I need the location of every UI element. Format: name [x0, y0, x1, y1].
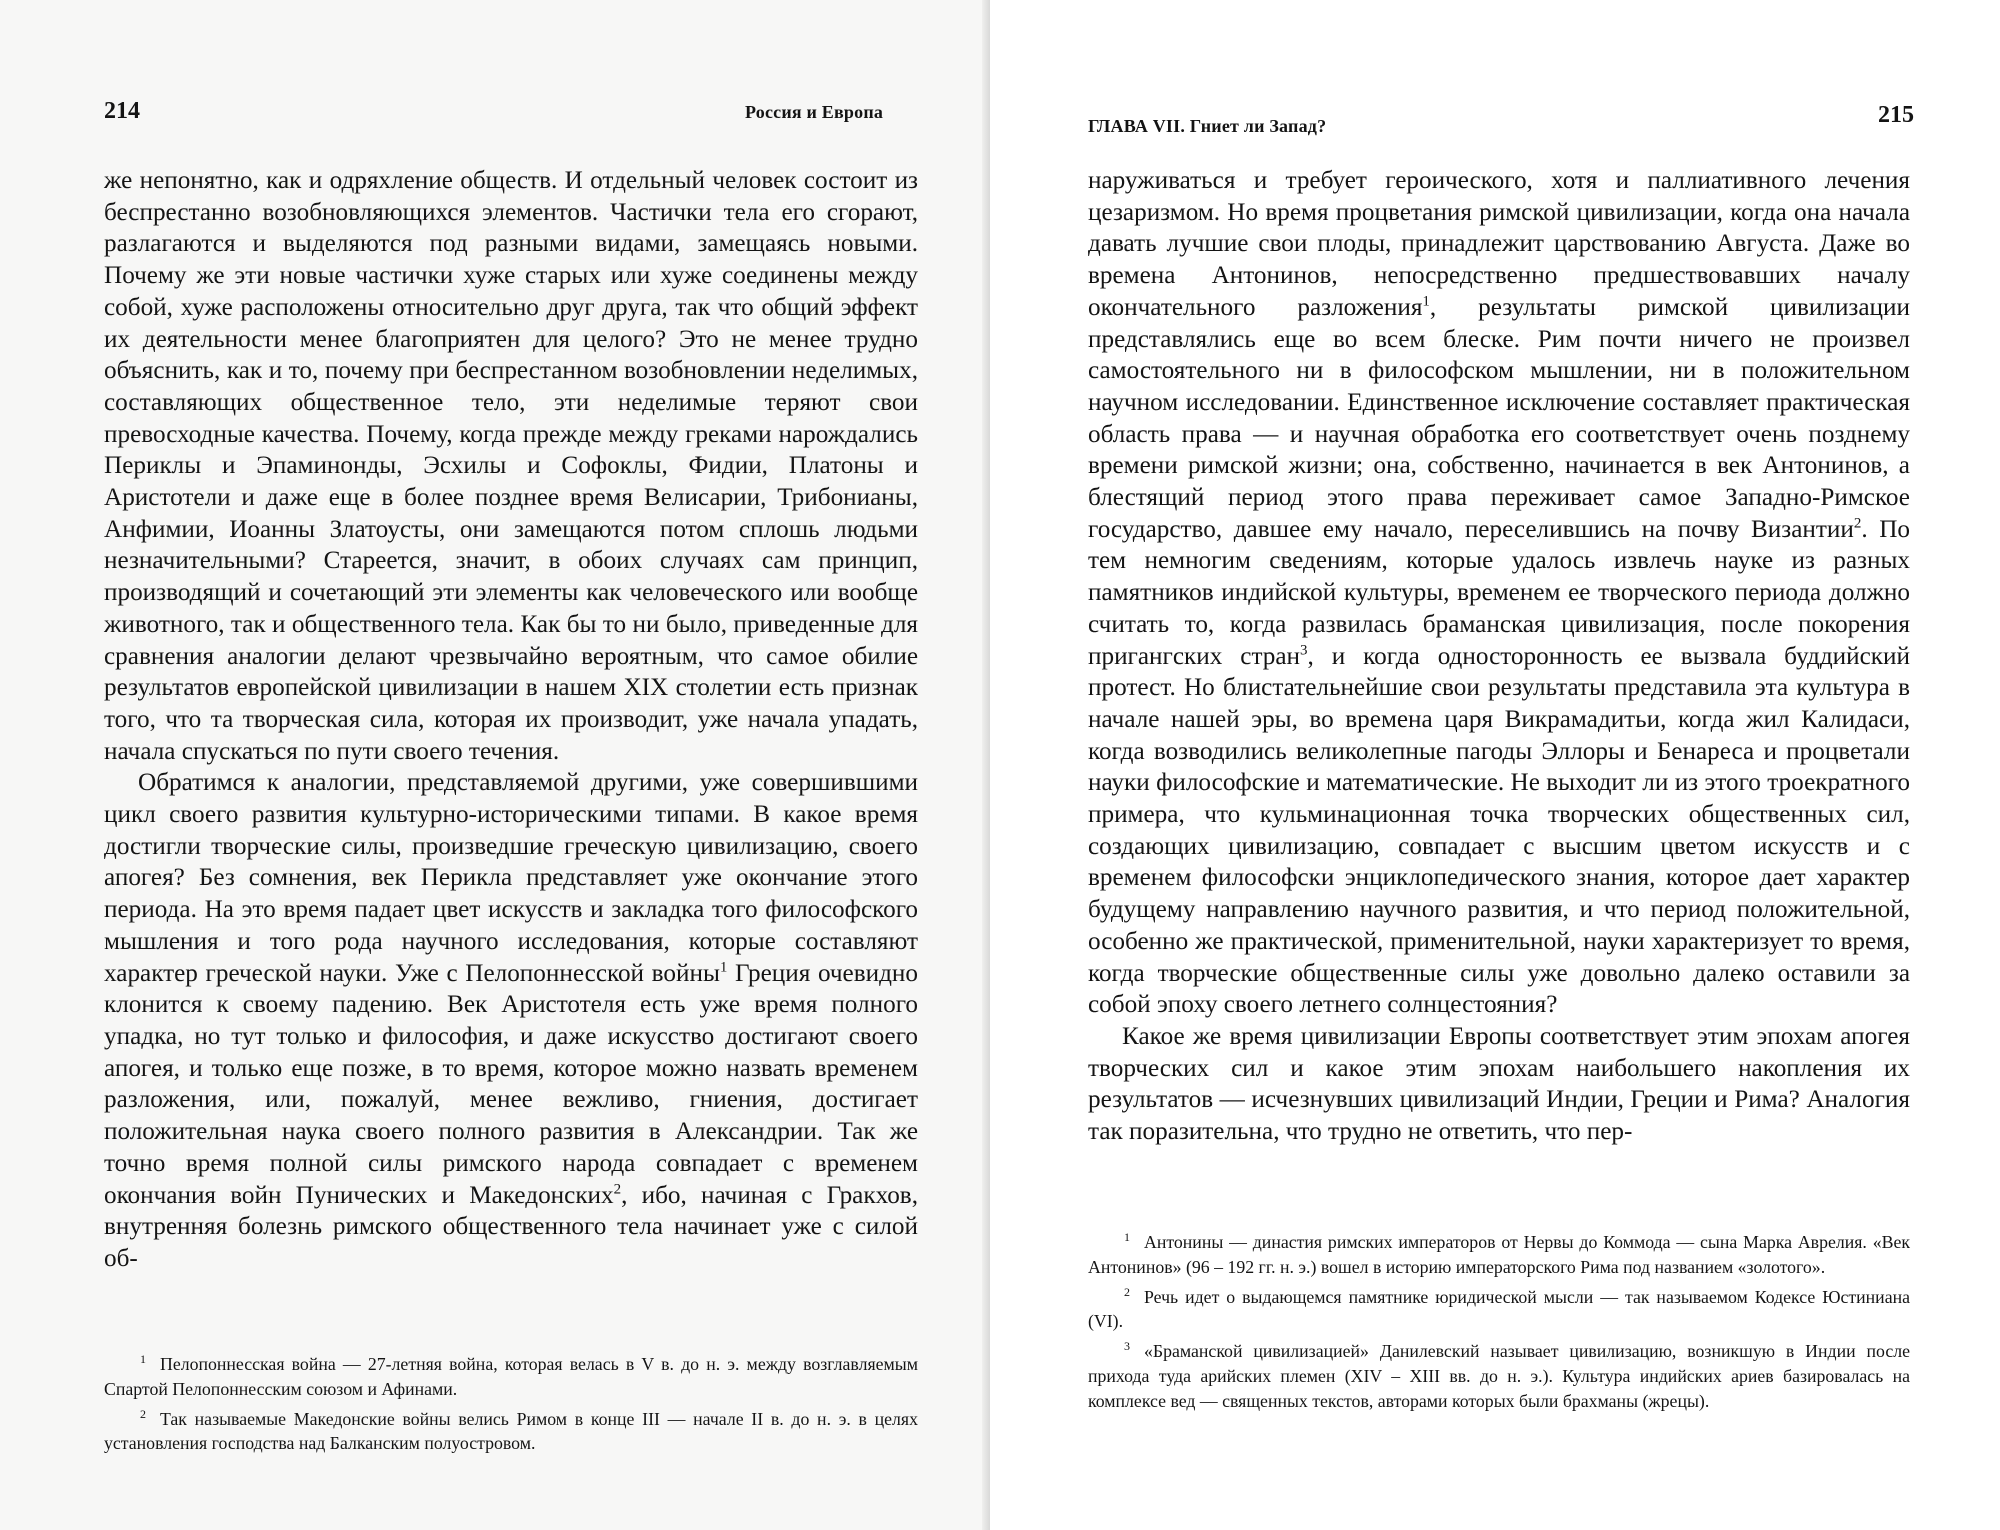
paragraph: [104, 767, 918, 1274]
footnote-ref: 3: [1300, 642, 1308, 659]
page-number: 215: [1878, 102, 1914, 128]
footnote-mark: 1: [1124, 1230, 1130, 1244]
body-text: [1088, 165, 1910, 1148]
text-run: . По тем немногим сведениям, которые удалось извлечь науке из разных памятников индийской культуры, временем ее творческого периода должно считать то, когда развилась браманская цивилизация, после покорения пригангских стран: [1088, 515, 1910, 670]
footnote: [104, 1402, 918, 1457]
text-run: , и когда односторонность ее вызвала буддийский протест. Но блистательнейшие свои результаты представила эта культура в начале нашей эры, во времена царя Викрамадитьи, когда жил Калидаси, когда возводились великолепные пагоды Эллоры и Бенареса и процветали науки философские и математические. Не выходит ли из этого троекратного примера, что кульминационная точка творческих общественных сил, создающих цивилизацию, совпадает с высшим цветом искусств и с временем философски энциклопедического знания, которое дает характер будущему направлению научного развития, и что период положительной, особенно же практической, применительной, науки характеризует то время, когда творческие общественные силы уже довольно далеко оставили за собой эпоху своего летнего солнцестояния?: [1088, 642, 1910, 1019]
paragraph: [1088, 165, 1910, 1021]
left-page: [0, 0, 990, 1530]
footnote-mark: 2: [1124, 1284, 1130, 1299]
text-run: наруживаться и требует героического, хотя и паллиативного лечения цезаризмом. Но время процветания римской цивилизации, когда она начала давать лучшие свои плоды, принадлежит царствованию Августа. Даже во времена Антонинов, непосредственно предшествовавших началу окончательного разложения: [1088, 167, 1910, 321]
footnote-mark: 1: [140, 1352, 146, 1366]
paragraph: же непонятно, как и одряхление обществ. И отдельный человек состоит из беспрестанно возобновляющихся элементов. Частички тела его сгорают, разлагаются и выделяются под разными видами, замещаясь новыми. Почему же эти новые частички хуже старых или хуже соединены между собой, хуже расположены относительно друг друга, так что общий эффект их деятельности менее благоприятен для целого? Это не менее трудно объяснить, как и то, почему при беспрестанном возобновлении неделимых, составляющих общественное тело, эти неделимые теряют свои превосходные качества. Почему, когда прежде между греками нарождались Периклы и Эпаминонды, Эсхилы и Софоклы, Фидии, Платоны и Аристотели и даже еще в более позднее время Велисарии, Трибонианы, Анфимии, Иоанны Златоусты, они замещаются потом сплошь людьми незначительными? Стареется, значит, в обоих случаях сам принцип, производящий и сочетающий эти элементы как человеческого или вообще животного, так и общественного тела. Как бы то ни было, приведенные для сравнения аналогии делают чрезвычайно вероятным, что самое обилие результатов европейской цивилизации в нашем XIX столетии есть признак того, что та творческая сила, которая их производит, уже начала упадать, начала спускаться по пути своего течения.: [104, 167, 918, 765]
running-title: ГЛАВА VII. Гниет ли Запад?: [1088, 116, 1327, 136]
footnote-ref: 2: [1853, 515, 1862, 532]
footnote-mark: 2: [140, 1406, 146, 1421]
right-page: [990, 0, 2000, 1530]
footnote-ref: 1: [719, 959, 728, 976]
footnote-mark: 3: [1124, 1339, 1130, 1354]
footnote-text: Пелопоннесская война — 27-летняя война, которая велась в V в. до н. э. между возглавляемым Спартой Пелопоннесским союзом и Афинами.: [104, 1353, 918, 1399]
page-number: 214: [104, 98, 140, 124]
text-run: Обратимся к аналогии, представляемой другими, уже совершившими цикл своего развития культурно-историческими типами. В какое время достигли творческие силы, произведшие греческую цивилизацию, своего апогея? Без сомнения, век Перикла представляет уже окончание этого периода. На это время падает цвет искусств и закладка того философского мышления и того рода научного исследования, которые составляют характер греческой науки. Уже с Пелопоннесской войны: [104, 769, 918, 987]
footnote-text: Антонины — династия римских императоров от Нервы до Коммода — сына Марка Аврелия. «Век Антонинов» (96 – 192 гг. н. э.) вошел в историю императорского Рима под названием «золотого».: [1088, 1231, 1910, 1277]
text-run: , результаты римской цивилизации представлялись еще во всем блеске. Рим почти ничего не произвел самостоятельного ни в философском мышлении, ни в положительном научном исследовании. Единственное исключение составляет практическая область права — и научная обработка его соответствует очень позднему времени римской жизни; она, собственно, начинается в век Антонинов, а блестящий период этого права переживает самое Западно-Римское государство, давшее ему начало, переселившись на почву Византии: [1088, 293, 1910, 543]
footnotes: [104, 1347, 918, 1456]
running-title: Россия и Европа: [745, 102, 884, 122]
footnote-text: «Браманской цивилизацией» Данилевский называет цивилизацию, возникшую в Индии после прихода туда арийских племен (XIV – XIII вв. до н. э.). Культура индийских ариев базировалась на комплексе вед — священных текстов, авторами которых были брахманы (жрецы).: [1088, 1340, 1910, 1411]
footnote-text: Речь идет о выдающемся памятнике юридической мысли — так называемом Кодексе Юстиниана (VI).: [1088, 1286, 1910, 1332]
footnote: [1088, 1280, 1910, 1335]
body-text: [104, 165, 918, 1275]
text-run: , ибо, начиная с Гракхов, внутренняя болезнь римского общественного тела начинает уже с силой об-: [104, 1181, 918, 1272]
footnote: [1088, 1334, 1910, 1413]
paragraph: Какое же время цивилизации Европы соответствует этим эпохам апогея творческих сил и какое этим эпохам наибольшего накопления их результатов — исчезнувших цивилизаций Индии, Греции и Рима? Аналогия так поразительна, что трудно не ответить, что пер-: [1088, 1022, 1910, 1146]
footnote: [104, 1347, 918, 1402]
footnote-text: Так называемые Македонские войны велись Римом в конце III — начале II в. до н. э. в целях установления господства над Балканским полуостровом.: [104, 1408, 918, 1454]
footnote: [1088, 1225, 1910, 1280]
text-run: Греция очевидно клонится к своему падению. Век Аристотеля есть уже время полного упадка, но тут только и философия, и даже искусство достигают своего апогея, и только еще позже, в то время, которое можно назвать временем разложения, или, пожалуй, менее вежливо, гниения, достигает положительная наука своего полного развития в Александрии. Так же точно время полной силы римского народа совпадает с временем окончания войн Пунических и Македонских: [104, 959, 918, 1209]
footnote-ref: 1: [1422, 293, 1430, 310]
footnote-ref: 2: [613, 1181, 622, 1198]
footnotes: [1088, 1225, 1910, 1413]
